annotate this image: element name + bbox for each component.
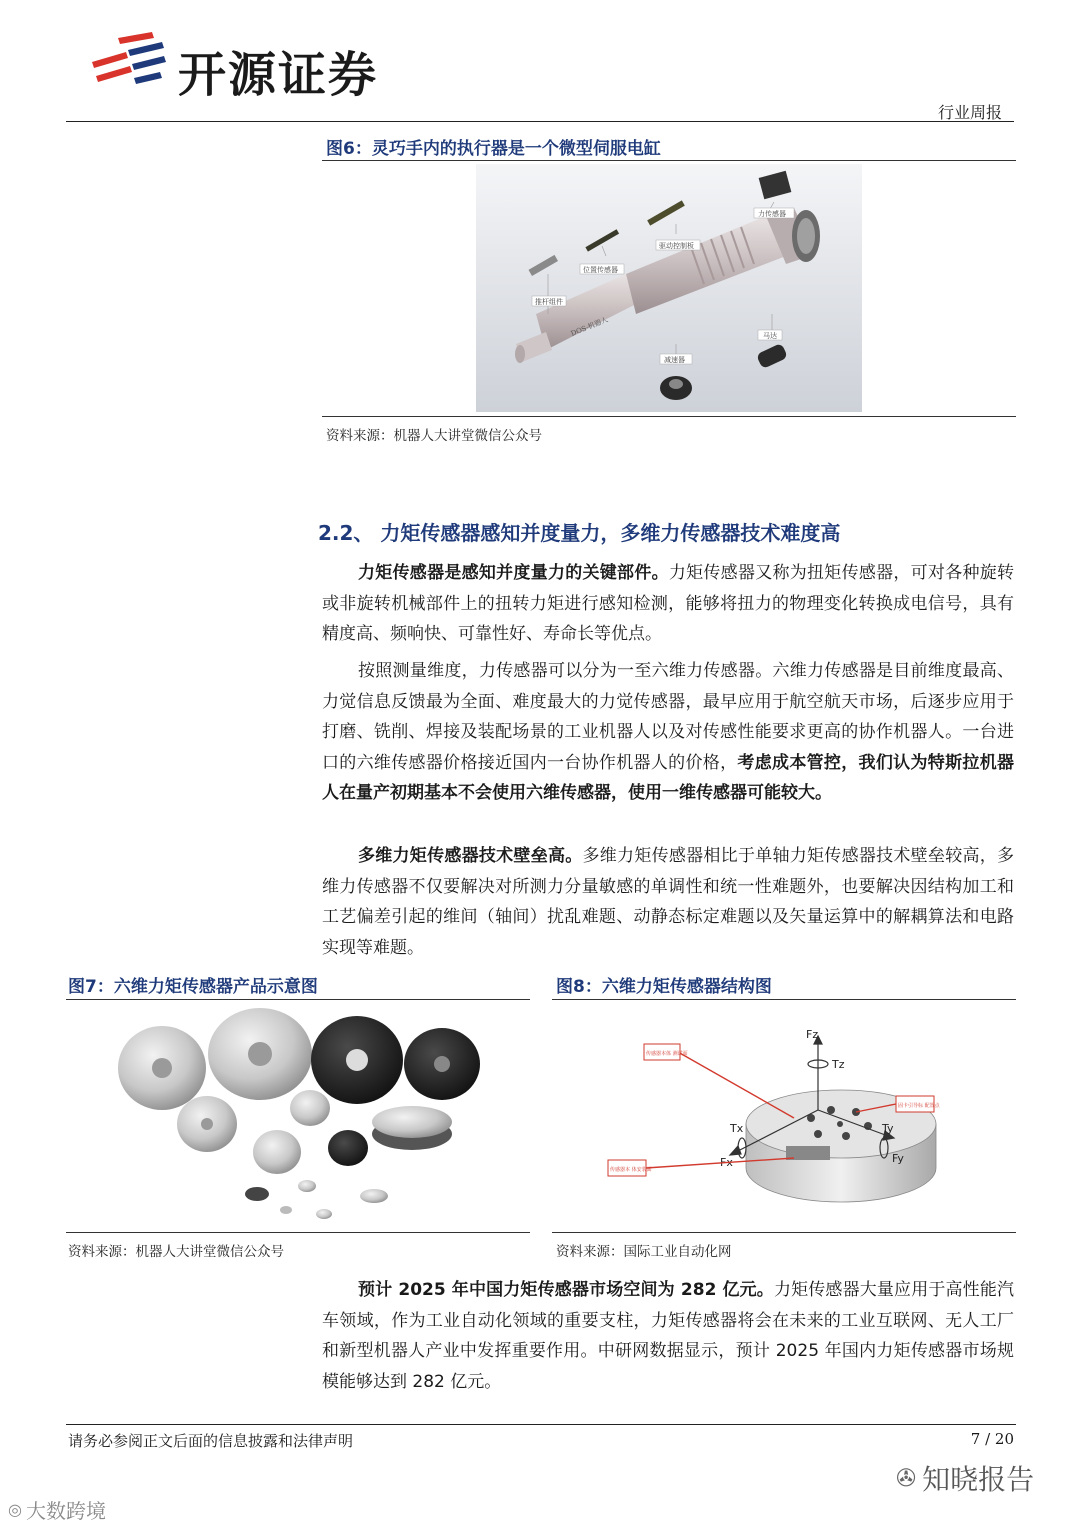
svg-text:传感器本体 测试面: 传感器本体 测试面 <box>646 1051 688 1057</box>
sensor-medium-silver <box>177 1096 237 1152</box>
footer-rule <box>66 1424 1016 1425</box>
paragraph-2-body: 按照测量维度，力传感器可以分为一至六维力传感器。六维力传感器是目前维度最高、力觉信息反馈最为全面、难度最大的力觉传感器，最早应用于航空航天市场，后逐步应用于打磨、铣削、焊接及装配场景的工业机器人以及对传感性能要求更高的协作机器人。一台进口的六维传感器价格接近国内一台协作机器人的价格， <box>322 661 1014 773</box>
figure8-caption: 图8：六维力矩传感器结构图 <box>556 977 772 997</box>
sensor-small-silver-1 <box>290 1090 330 1126</box>
footer-disclaimer: 请务必参阅正文后面的信息披露和法律声明 <box>68 1432 354 1450</box>
svg-text:DOS·机器人: DOS·机器人 <box>569 315 610 338</box>
sensor-large-black-1 <box>311 1016 403 1104</box>
sensor-mini-2 <box>298 1180 316 1192</box>
watermark-left <box>8 1495 106 1524</box>
figure6-top-rule <box>322 160 1016 161</box>
figure6-bottom-rule <box>322 416 1016 417</box>
figure8-image <box>596 1028 976 1220</box>
svg-text:传感器本 体安装面: 传感器本 体安装面 <box>610 1167 652 1173</box>
watermark-right <box>896 1458 1034 1498</box>
figure6-image <box>476 164 862 412</box>
report-type-label: 行业周报 <box>937 103 1002 122</box>
axis-label-tz: Tz <box>832 1058 845 1071</box>
paragraph-4-body: 力矩传感器大量应用于高性能汽车领域，作为工业自动化领域的重要支柱，力矩传感器将会在未来的工业互联网、无人工厂和新型机器人产业中发挥重要作用。中研网数据显示，预计 2025 年国内力矩传感器市场规模能够达到 282 亿元。 <box>322 1280 1015 1392</box>
sensor-mini-5 <box>280 1206 292 1214</box>
sensor-medium-flat <box>372 1106 452 1150</box>
label-position-sensor: 位置传感器 <box>583 266 618 274</box>
axis-label-ty: Ty <box>882 1122 894 1135</box>
weibo-icon: ◎ <box>8 1500 22 1519</box>
brand-logo <box>88 32 166 94</box>
paragraph-1-lead: 力矩传感器是感知并度量力的关键部件。 <box>358 563 669 583</box>
label-motor: 马达 <box>763 332 777 340</box>
sensor-mini-1 <box>245 1187 269 1201</box>
axis-label-fz: Fz <box>806 1028 819 1041</box>
paragraph-1-body: 力矩传感器又称为扭矩传感器，可对各种旋转或非旋转机械部件上的扭转力矩进行感知检测，能够将扭力的物理变化转换成电信号，具有精度高、频响快、可靠性好、寿命长等优点。 <box>322 563 1015 644</box>
axis-label-tx: Tx <box>730 1122 744 1135</box>
page-number: 7 / 20 <box>970 1430 1014 1448</box>
figure6-caption: 图6：灵巧手内的执行器是一个微型伺服电缸 <box>326 139 661 159</box>
figure8-bottom-rule <box>552 1232 1016 1233</box>
callout-mounting-surface <box>608 1160 652 1176</box>
figure7-bottom-rule <box>66 1232 530 1233</box>
sensor-large-silver-1 <box>118 1026 206 1110</box>
label-control-board: 驱动控制板 <box>659 242 694 250</box>
sensor-mini-4 <box>360 1189 388 1203</box>
figure7-image <box>112 1004 482 1228</box>
watermark-right-text: 知晓报告 <box>922 1463 1035 1496</box>
sensor-large-silver-2 <box>208 1008 312 1100</box>
wechat-icon: ✇ <box>896 1464 917 1492</box>
label-pushrod: 推杆组件 <box>535 298 563 306</box>
header-rule <box>66 121 1014 122</box>
figure7-source: 资料来源：机器人大讲堂微信公众号 <box>68 1244 284 1260</box>
paragraph-1 <box>322 558 1014 650</box>
section-heading: 2.2、 力矩传感器感知并度量力，多维力传感器技术难度高 <box>318 521 841 545</box>
sensor-small-silver-2 <box>253 1130 301 1174</box>
label-force-sensor: 力传感器 <box>758 210 786 218</box>
paragraph-3-lead: 多维力矩传感器技术壁垒高。 <box>358 846 583 866</box>
figure8-source: 资料来源：国际工业自动化网 <box>556 1244 732 1260</box>
sensor-mini-3 <box>316 1209 332 1219</box>
axis-label-fy: Fy <box>892 1152 904 1165</box>
paragraph-4-lead: 预计 2025 年中国力矩传感器市场空间为 282 亿元。 <box>358 1280 774 1300</box>
sensor-large-black-2 <box>404 1028 480 1100</box>
paragraph-4 <box>322 1275 1014 1397</box>
figure8-top-rule <box>552 999 1016 1000</box>
brand-name: 开源证券 <box>178 47 379 103</box>
figure7-caption: 图7：六维力矩传感器产品示意图 <box>68 977 318 997</box>
sensor-small-black <box>328 1130 368 1166</box>
svg-text:固卡引导标 配置点: 固卡引导标 配置点 <box>898 1103 940 1109</box>
paragraph-2 <box>322 656 1014 809</box>
axis-label-fx: Fx <box>720 1156 733 1169</box>
label-reducer: 减速器 <box>664 356 685 364</box>
callout-fixing-point <box>896 1096 941 1112</box>
figure6-source: 资料来源：机器人大讲堂微信公众号 <box>326 428 542 444</box>
figure7-top-rule <box>66 999 530 1000</box>
paragraph-3 <box>322 841 1014 963</box>
paragraph-3-body: 多维力矩传感器相比于单轴力矩传感器技术壁垒较高，多维力传感器不仅要解决对所测力分量敏感的单调性和统一性难题外，也要解决因结构加工和工艺偏差引起的维间（轴间）扰乱难题、动静态标定难题以及矢量运算中的解耦算法和电路实现等难题。 <box>322 846 1015 958</box>
watermark-left-text: 大数跨境 <box>25 1499 106 1523</box>
paragraph-2-conclusion: 考虑成本管控，我们认为特斯拉机器人在量产初期基本不会使用六维传感器，使用一维传感器可能较大。 <box>322 752 1015 803</box>
